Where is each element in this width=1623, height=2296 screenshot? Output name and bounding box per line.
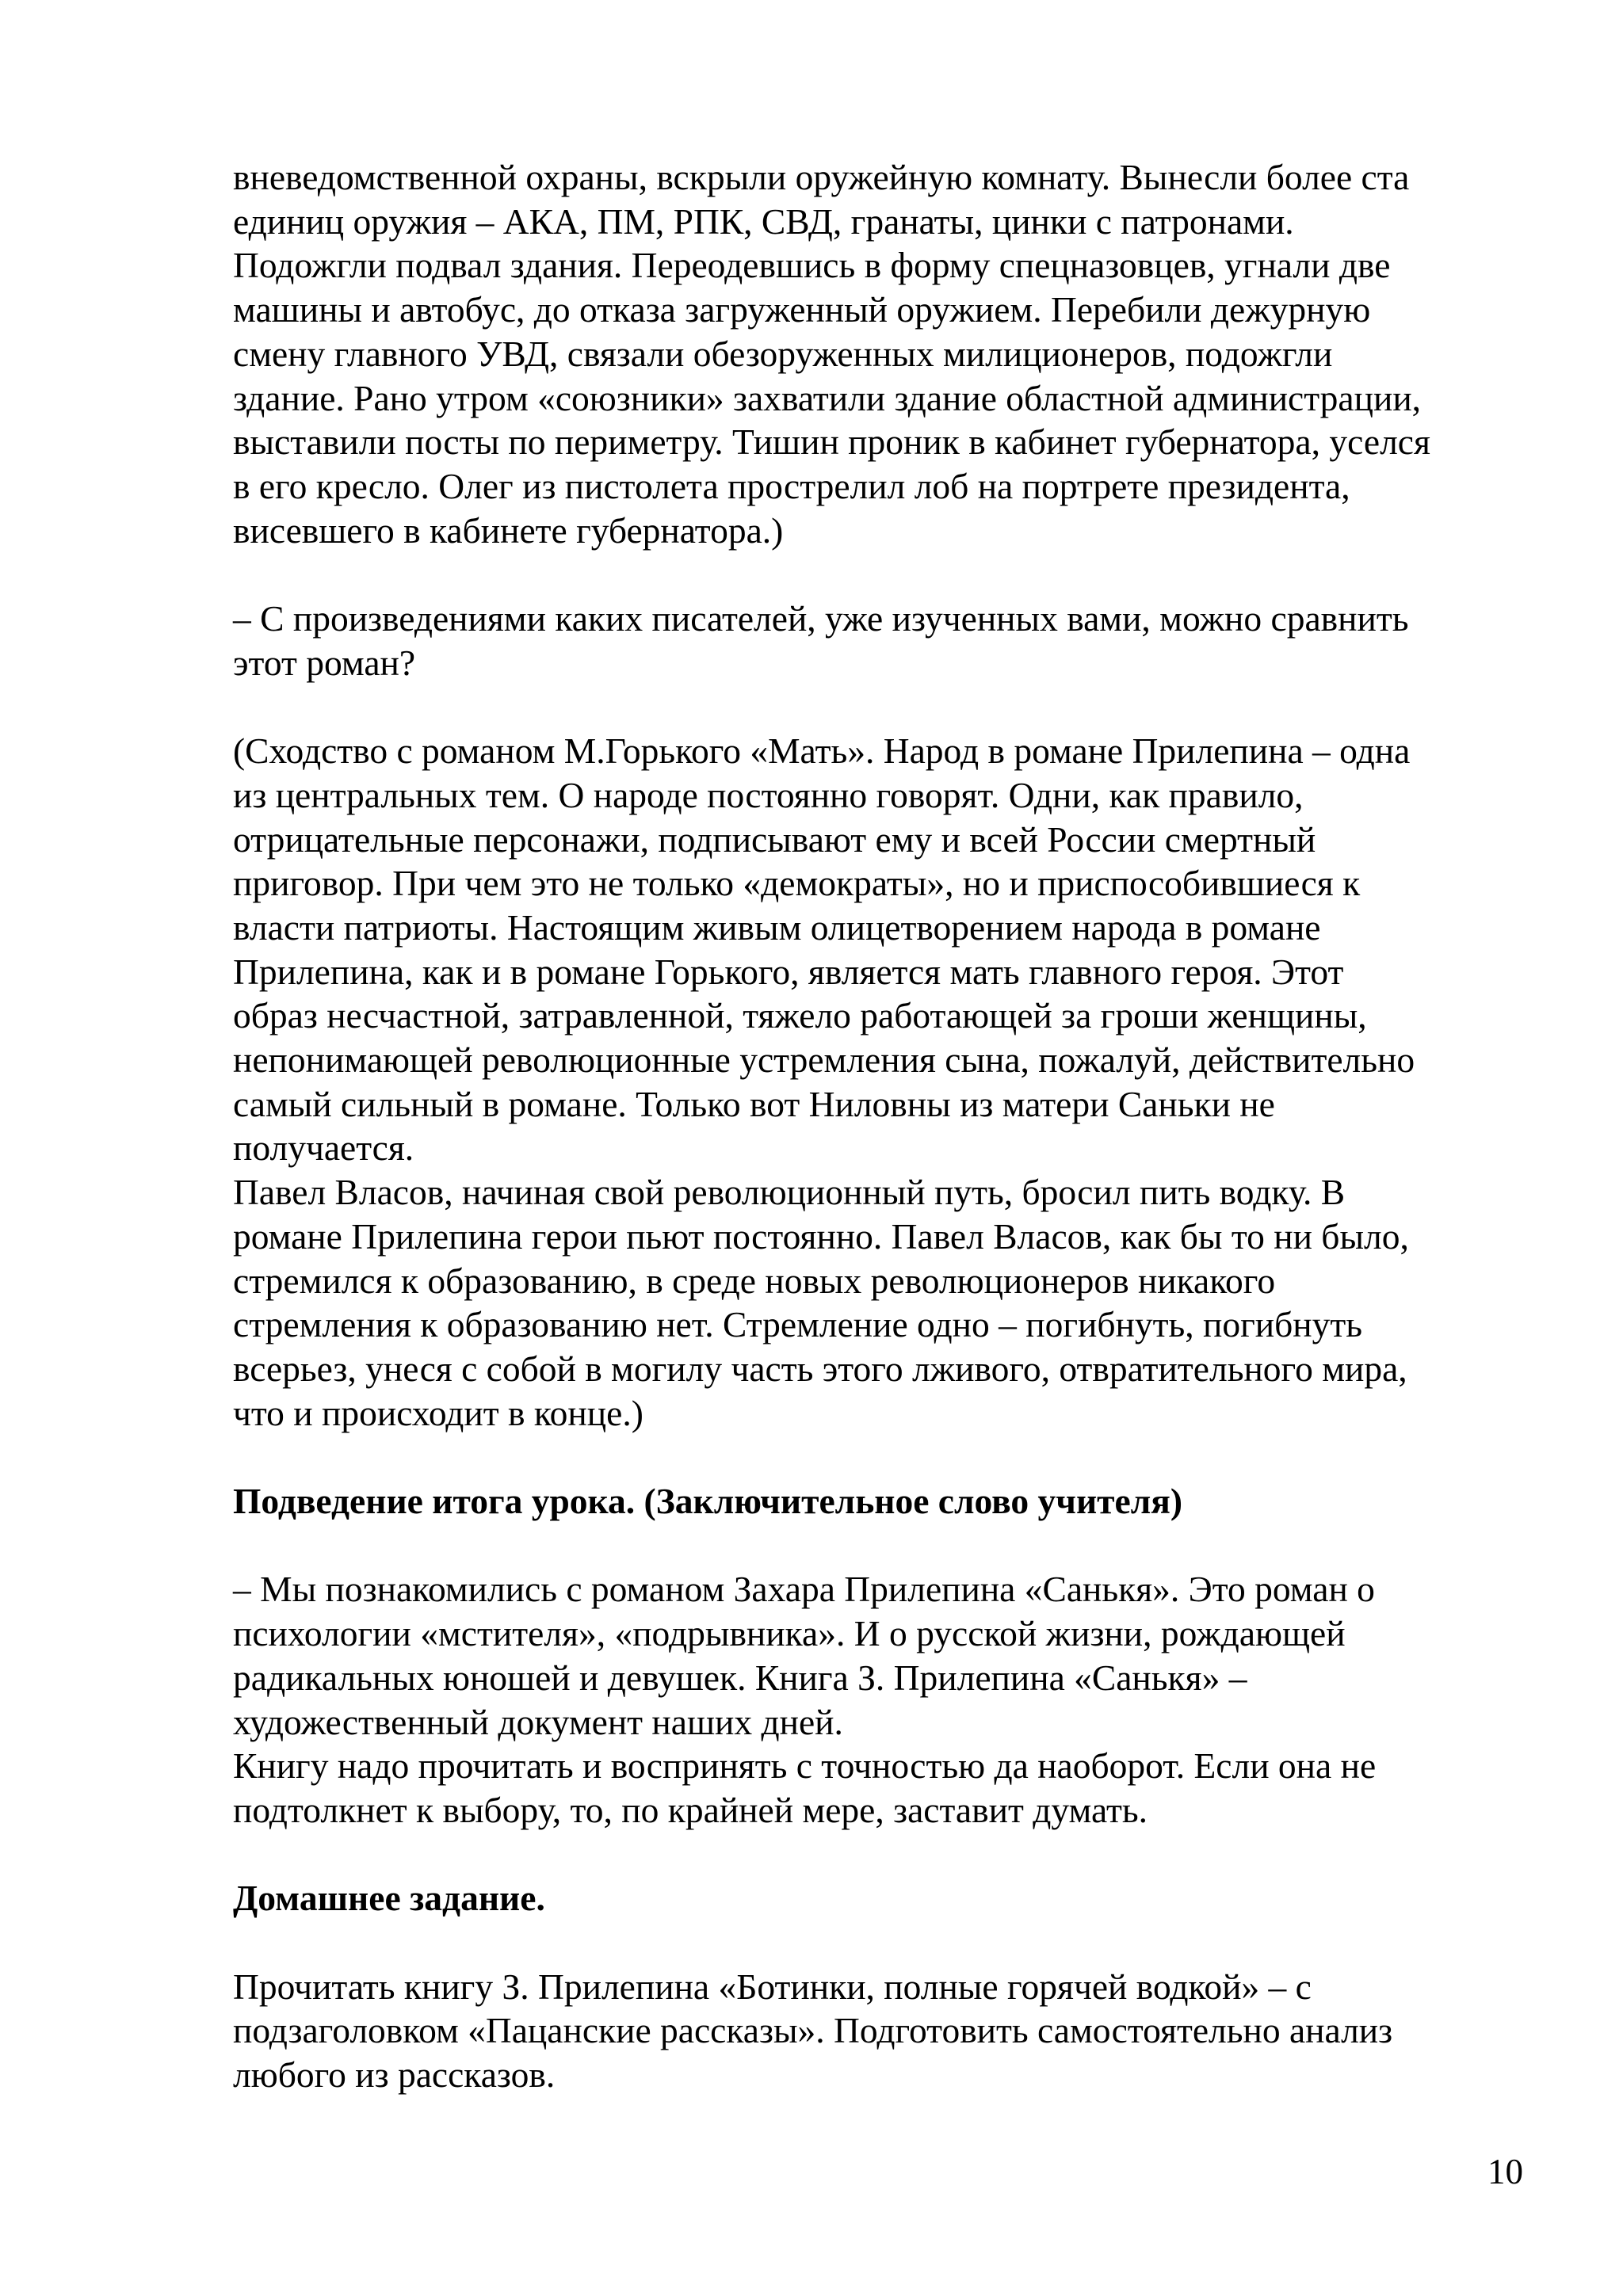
- text-line: романе Прилепина герои пьют постоянно. Павел Власов, как бы то ни было,: [233, 1215, 1409, 1257]
- section-heading-homework: [233, 1876, 1541, 1920]
- text-line: из центральных тем. О народе постоянно говорят. Одни, как правило,: [233, 774, 1304, 815]
- text-line: художественный документ наших дней.: [233, 1701, 843, 1742]
- text-line: непонимающей революционные устремления сына, пожалуй, действительно: [233, 1039, 1415, 1081]
- paragraph-spacer: [233, 1524, 1541, 1568]
- paragraph-spacer: [233, 1920, 1541, 1965]
- text-line: радикальных юношей и девушек. Книга З. Прилепина «Санькя» –: [233, 1657, 1247, 1698]
- heading-line: Подведение итога урока. (Заключительное слово учителя): [233, 1481, 1182, 1522]
- text-line: Книгу надо прочитать и воспринять с точностью да наоборот. Если она не: [233, 1745, 1377, 1787]
- text-line: вневедомственной охраны, вскрыли оружейную комнату. Вынесли более ста: [233, 157, 1410, 197]
- text-line: здание. Рано утром «союзники» захватили здание областной администрации,: [233, 377, 1422, 418]
- text-line: в его кресло. Олег из пистолета прострелил лоб на портрете президента,: [233, 465, 1350, 506]
- text-line: стремился к образованию, в среде новых революционеров никакого: [233, 1260, 1276, 1301]
- text-line: единиц оружия – АКА, ПМ, РПК, СВД, гранаты, цинки с патронами.: [233, 200, 1294, 242]
- paragraph-teacher-conclusion: [233, 1567, 1541, 1832]
- text-line: приговор. При чем это не только «демократы», но и приспособившиеся к: [233, 863, 1361, 904]
- text-line: смену главного УВД, связали обезоруженных милиционеров, подожгли: [233, 333, 1333, 374]
- text-line: подзаголовком «Пацанские рассказы». Подготовить самостоятельно анализ: [233, 2010, 1393, 2051]
- paragraph-spacer: [233, 1435, 1541, 1479]
- paragraph-comparison: [233, 729, 1541, 1435]
- paragraph-seizure-account: [233, 155, 1541, 552]
- paragraph-question: [233, 597, 1541, 685]
- paragraph-spacer: [233, 552, 1541, 597]
- text-line: получается.: [233, 1127, 414, 1169]
- paragraph-homework-task: [233, 1965, 1541, 2097]
- text-line: что и происходит в конце.): [233, 1392, 643, 1433]
- paragraph-spacer: [233, 1833, 1541, 1877]
- text-line: Павел Власов, начиная свой революционный путь, бросил пить водку. В: [233, 1172, 1346, 1213]
- text-line: машины и автобус, до отказа загруженный оружием. Перебили дежурную: [233, 289, 1371, 330]
- text-line: висевшего в кабинете губернатора.): [233, 509, 784, 551]
- text-line: – Мы познакомились с романом Захара Прилепина «Санькя». Это роман о: [233, 1569, 1375, 1610]
- text-line: выставили посты по периметру. Тишин проник в кабинет губернатора, уселся: [233, 421, 1430, 463]
- text-line: Подожгли подвал здания. Переодевшись в форму спецназовцев, угнали две: [233, 245, 1391, 286]
- page-number: 10: [1487, 2152, 1523, 2191]
- text-line: образ несчастной, затравленной, тяжело работающей за гроши женщины,: [233, 995, 1367, 1036]
- text-line: власти патриоты. Настоящим живым олицетворением народа в романе: [233, 906, 1321, 948]
- text-line: Прилепина, как и в романе Горького, является мать главного героя. Этот: [233, 951, 1344, 992]
- section-heading-lesson-summary: [233, 1479, 1541, 1524]
- text-line: самый сильный в романе. Только вот Ниловны из матери Саньки не: [233, 1083, 1275, 1124]
- text-line: стремления к образованию нет. Стремление одно – погибнуть, погибнуть: [233, 1304, 1362, 1345]
- text-line: любого из рассказов.: [233, 2054, 556, 2096]
- paragraph-spacer: [233, 685, 1541, 729]
- text-line: (Сходство с романом М.Горького «Мать». Народ в романе Прилепина – одна: [233, 730, 1411, 772]
- heading-line: Домашнее задание.: [233, 1878, 545, 1919]
- text-line: Прочитать книгу З. Прилепина «Ботинки, полные горячей водкой» – с: [233, 1966, 1312, 2007]
- text-line: – С произведениями каких писателей, уже изученных вами, можно сравнить: [233, 598, 1409, 639]
- text-line: психологии «мстителя», «подрывника». И о русской жизни, рождающей: [233, 1613, 1346, 1654]
- text-line: отрицательные персонажи, подписывают ему и всей России смертный: [233, 818, 1316, 860]
- text-line: всерьез, унеся с собой в могилу часть этого лживого, отвратительного мира,: [233, 1348, 1407, 1389]
- text-line: подтолкнет к выбору, то, по крайней мере, заставит думать.: [233, 1789, 1148, 1830]
- text-line: этот роман?: [233, 642, 416, 683]
- page-body: [233, 155, 1541, 2097]
